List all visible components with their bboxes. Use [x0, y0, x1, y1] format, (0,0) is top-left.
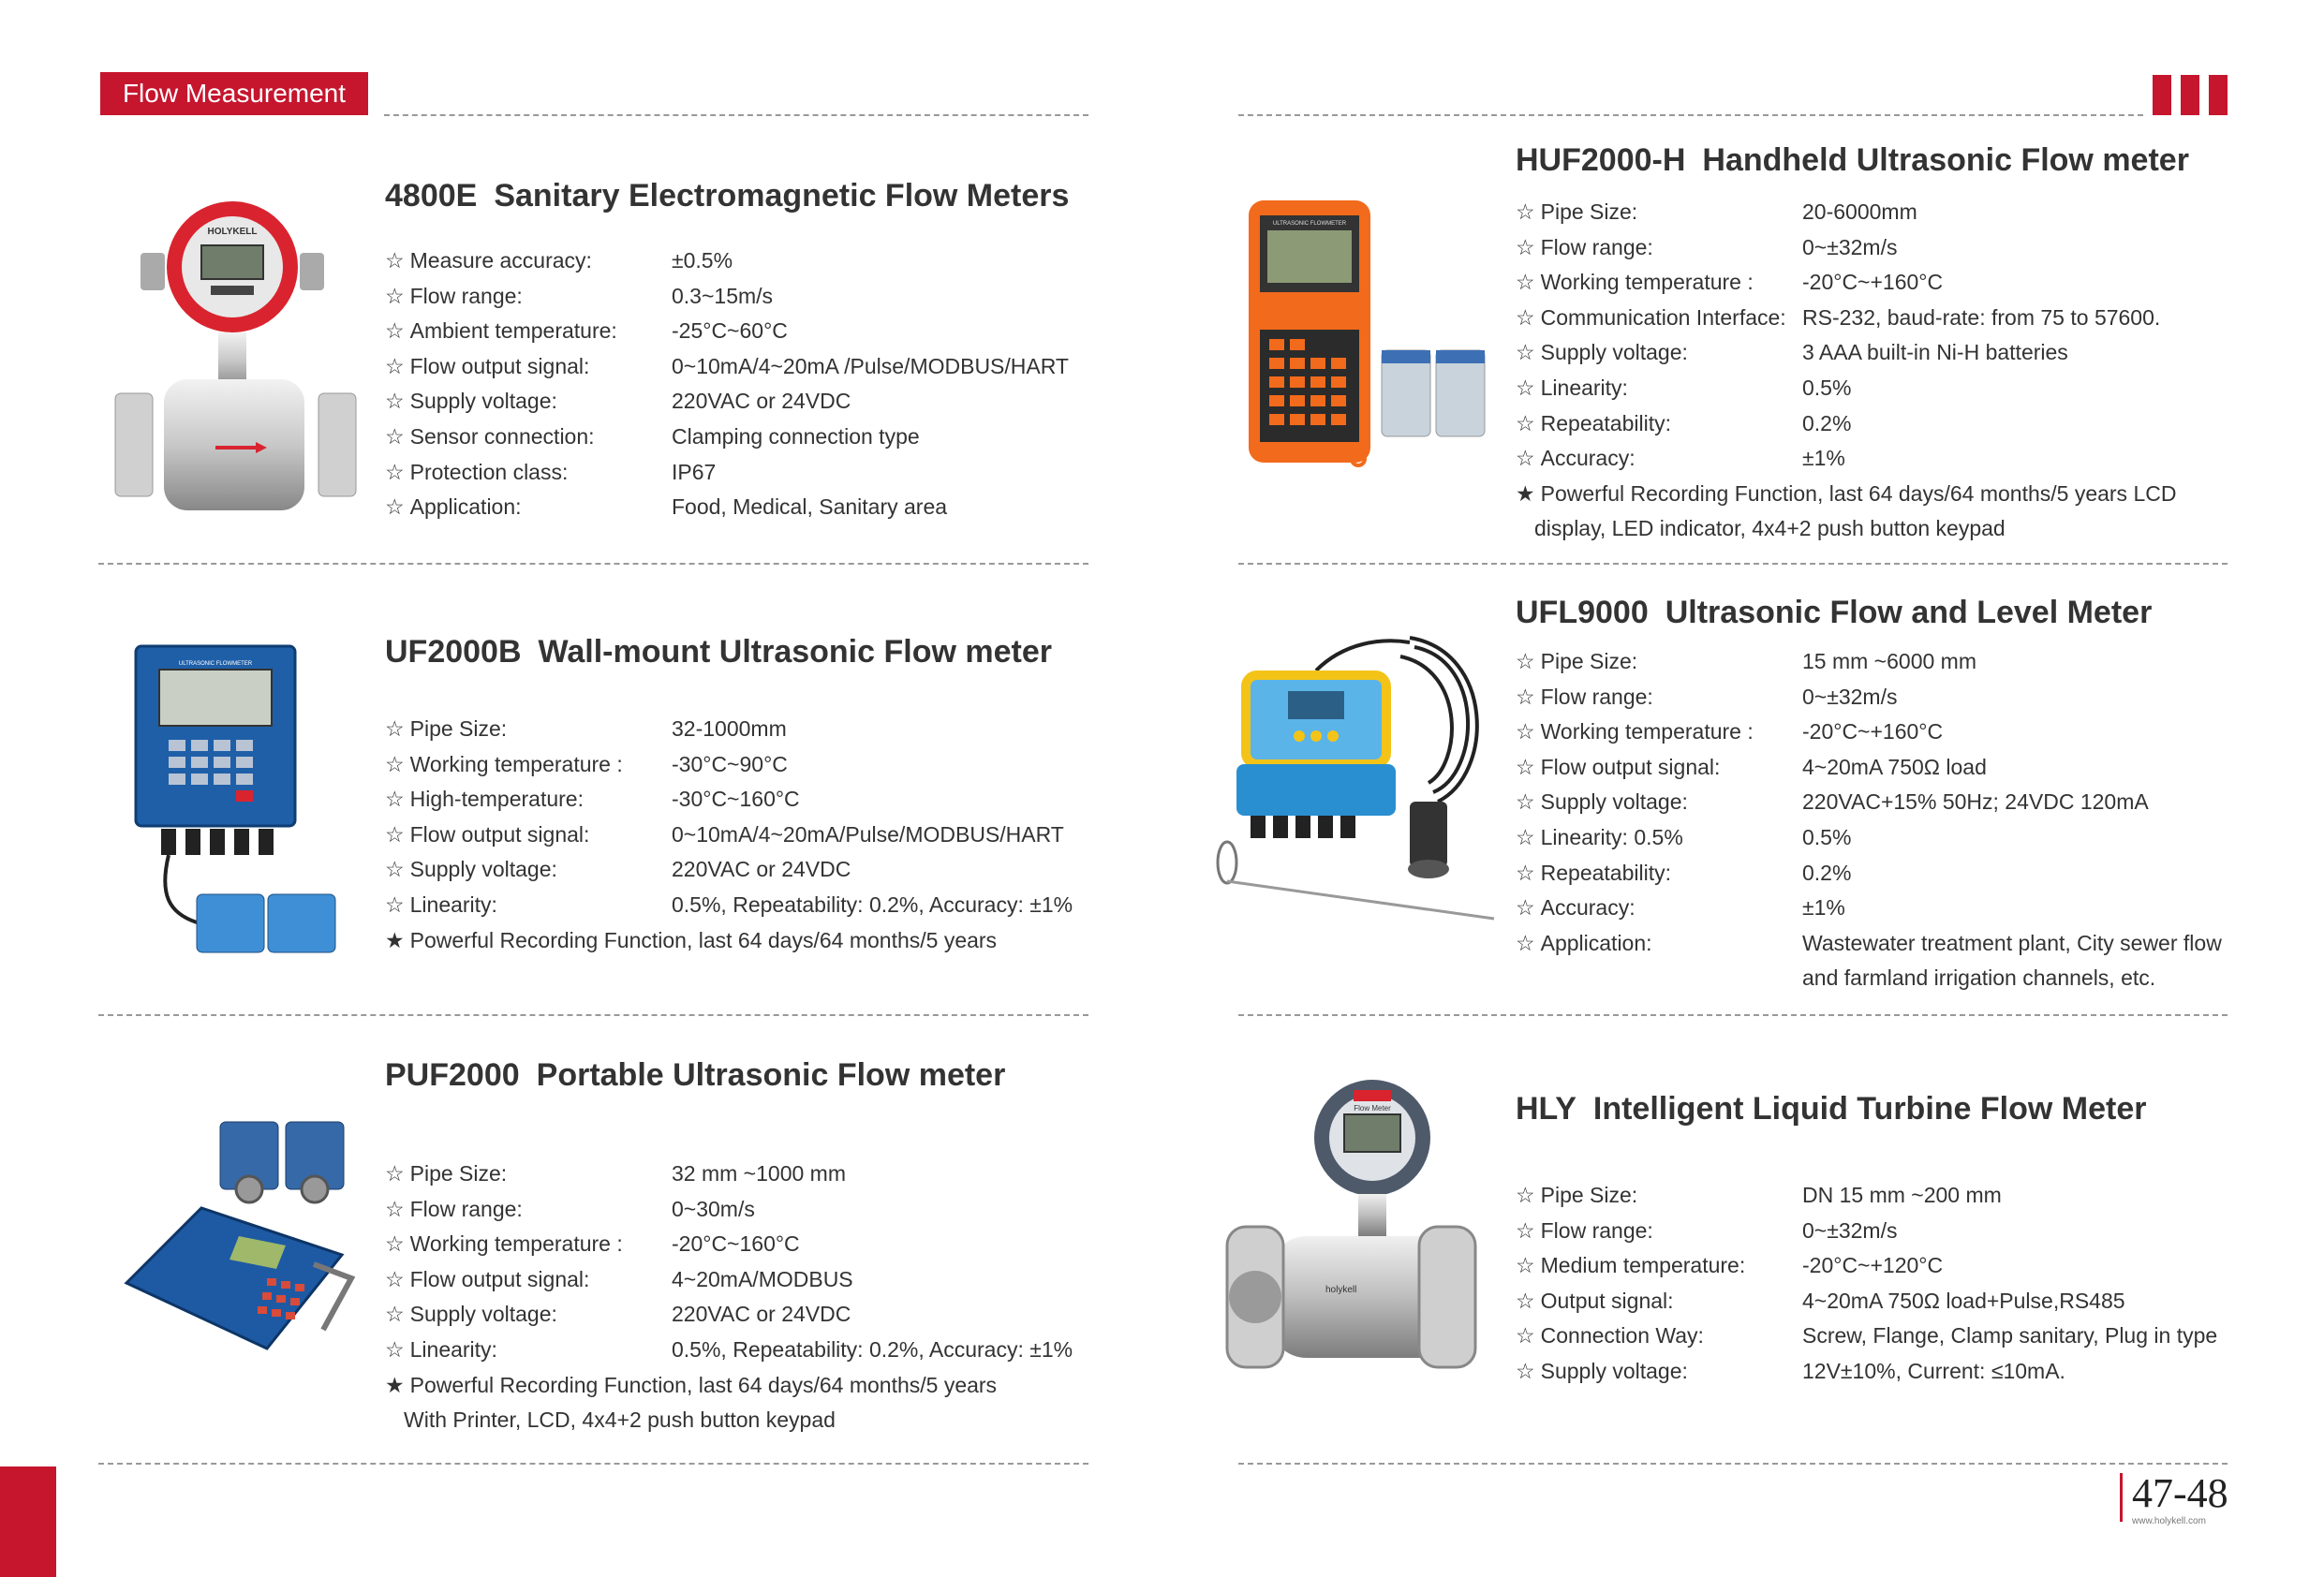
spec-label: ☆ Communication Interface: [1516, 301, 1802, 336]
spec-row [385, 243, 1069, 279]
section-tag: Flow Measurement [100, 72, 368, 115]
divider [1238, 1463, 2228, 1465]
page-number-text: 47-48 [2132, 1470, 2228, 1516]
divider [1238, 563, 2228, 565]
spec-label: ☆ Supply voltage: [1516, 1354, 1802, 1390]
spec-value: -25°C~60°C [672, 318, 788, 344]
spec-row [1516, 856, 2222, 892]
spec-label: ☆ Pipe Size: [1516, 195, 1802, 230]
spec-row [1516, 1248, 2217, 1284]
spec-value: -20°C~+160°C [1802, 719, 1944, 744]
spec-label: ☆ Ambient temperature: [385, 314, 672, 349]
spec-row [385, 747, 1073, 783]
spec-row [385, 712, 1073, 747]
spec-value: 20-6000mm [1802, 199, 1917, 224]
product-model: UFL9000 [1516, 595, 1649, 630]
meter-brand-label: HOLYKELL [207, 227, 258, 237]
spec-label: ☆ Medium temperature: [1516, 1248, 1802, 1284]
spec-label: ☆ Linearity: [385, 888, 672, 923]
note-text: ★ Powerful Recording Function, last 64 days/64 months/5 years [385, 923, 997, 959]
product-title [385, 634, 1052, 671]
spec-label: ☆ Supply voltage: [385, 1297, 672, 1333]
spec-value: 15 mm ~6000 mm [1802, 649, 1976, 673]
portable-flow-meter-image [117, 1114, 370, 1358]
spec-label: ☆ Repeatability: [1516, 856, 1802, 892]
hly-screen-label: Flow Meter [1354, 1104, 1391, 1113]
spec-note [1516, 477, 2176, 512]
spec-label: ☆ Supply voltage: [1516, 335, 1802, 371]
spec-value: 0.5% [1802, 375, 1852, 400]
spec-label: ☆ Supply voltage: [385, 852, 672, 888]
spec-value: 12V±10%, Current: ≤10mA. [1802, 1358, 2065, 1383]
spec-label: ☆ Pipe Size: [385, 1157, 672, 1192]
spec-label: ☆ Linearity: 0.5% [1516, 820, 1802, 856]
product-model: 4800E [385, 178, 478, 214]
brand-bars [2153, 75, 2228, 115]
spec-row [1516, 891, 2222, 926]
spec-label: ☆ Flow range: [1516, 680, 1802, 715]
spec-label: ☆ High-temperature: [385, 782, 672, 818]
spec-label: ☆ Flow range: [385, 279, 672, 315]
divider [384, 114, 1088, 116]
divider [98, 1463, 1088, 1465]
spec-row [385, 420, 1069, 455]
spec-label: ☆ Flow output signal: [1516, 750, 1802, 786]
spec-row [1516, 785, 2222, 820]
spec-value: 0~10mA/4~20mA /Pulse/MODBUS/HART [672, 353, 1069, 378]
product-name: Portable Ultrasonic Flow meter [536, 1057, 1006, 1093]
product-name: Sanitary Electromagnetic Flow Meters [494, 178, 1070, 214]
spec-value: 220VAC+15% 50Hz; 24VDC 120mA [1802, 789, 2149, 815]
spec-value: ±1% [1802, 895, 1845, 921]
product-name: Ultrasonic Flow and Level Meter [1665, 595, 2153, 630]
page-number [2120, 1470, 2228, 1526]
spec-row [385, 490, 1069, 525]
corner-accent [0, 1466, 56, 1577]
wall-mount-flow-meter-image [131, 641, 347, 965]
product-name: Intelligent Liquid Turbine Flow Meter [1592, 1091, 2147, 1127]
spec-row [385, 1297, 1073, 1333]
electromagnetic-flow-meter-image [108, 197, 365, 520]
spec-value: RS-232, baud-rate: from 75 to 57600. [1802, 304, 2161, 330]
spec-value: 0.5%, Repeatability: 0.2%, Accuracy: ±1% [672, 892, 1073, 917]
spec-row [1516, 820, 2222, 856]
spec-list [1516, 195, 2176, 547]
spec-value: -20°C~+120°C [1802, 1253, 1944, 1278]
spec-row [1516, 301, 2176, 336]
spec-row [1516, 750, 2222, 786]
spec-label: ☆ Repeatability: [1516, 406, 1802, 442]
spec-label: ☆ Output signal: [1516, 1284, 1802, 1319]
spec-row [385, 349, 1069, 385]
spec-value: -20°C~+160°C [1802, 270, 1944, 295]
spec-value: ±0.5% [672, 248, 733, 273]
spec-row [1516, 230, 2176, 266]
spec-row [1516, 715, 2222, 750]
spec-label: ☆ Flow range: [1516, 1214, 1802, 1249]
spec-list [385, 712, 1073, 958]
product-name: Wall-mount Ultrasonic Flow meter [538, 634, 1052, 670]
website-url: www.holykell.com [2132, 1516, 2206, 1526]
spec-value: 0~30m/s [672, 1196, 755, 1221]
spec-value: -30°C~160°C [672, 787, 800, 812]
spec-label: ☆ Flow output signal: [385, 818, 672, 853]
spec-row [1516, 926, 2222, 962]
product-model: HLY [1516, 1091, 1576, 1127]
spec-row [385, 1333, 1073, 1368]
spec-label: ☆ Connection Way: [1516, 1319, 1802, 1354]
spec-row [1516, 441, 2176, 477]
product-title [385, 1057, 1005, 1094]
spec-value: 4~20mA/MODBUS [672, 1266, 853, 1291]
spec-row [385, 1157, 1073, 1192]
spec-label: ☆ Flow output signal: [385, 349, 672, 385]
spec-label: ☆ Flow output signal: [385, 1262, 672, 1298]
hly-brand-label: holykell [1325, 1285, 1357, 1295]
divider [98, 563, 1088, 565]
spec-value: 0~±32m/s [1802, 234, 1898, 259]
spec-value: 220VAC or 24VDC [672, 857, 851, 882]
spec-label: ☆ Linearity: [385, 1333, 672, 1368]
spec-row [1516, 1319, 2217, 1354]
spec-label: ☆ Working temperature : [1516, 715, 1802, 750]
spec-value: IP67 [672, 459, 717, 484]
spec-label: ☆ Working temperature : [385, 1227, 672, 1262]
divider [1238, 1014, 2228, 1016]
product-title [385, 178, 1069, 214]
spec-row [1516, 1284, 2217, 1319]
spec-note [385, 1368, 1073, 1404]
spec-value: 220VAC or 24VDC [672, 1302, 851, 1327]
spec-row [385, 455, 1069, 491]
turbine-flow-meter-image [1218, 1077, 1480, 1405]
spec-label: ☆ Supply voltage: [1516, 785, 1802, 820]
product-model: HUF2000-H [1516, 142, 1686, 178]
spec-value: DN 15 mm ~200 mm [1802, 1183, 2002, 1207]
spec-row [385, 888, 1073, 923]
spec-value: Food, Medical, Sanitary area [672, 494, 948, 520]
spec-value: 32-1000mm [672, 716, 787, 741]
spec-list [1516, 644, 2222, 996]
product-title [1516, 1091, 2146, 1127]
spec-value: -30°C~90°C [672, 751, 788, 776]
spec-row [385, 1227, 1073, 1262]
spec-value: 3 AAA built-in Ni-H batteries [1802, 340, 2068, 365]
spec-value: 0~±32m/s [1802, 684, 1898, 709]
spec-row [1516, 265, 2176, 301]
spec-value: Clamping connection type [672, 423, 920, 449]
divider [1238, 114, 2143, 116]
product-title [1516, 142, 2189, 179]
uf-screen-label: ULTRASONIC FLOWMETER [178, 661, 253, 667]
spec-label: ☆ Working temperature : [1516, 265, 1802, 301]
spec-value: 220VAC or 24VDC [672, 389, 851, 414]
spec-value: 0.5% [1802, 824, 1852, 849]
spec-value: 0~10mA/4~20mA/Pulse/MODBUS/HART [672, 821, 1064, 847]
spec-label: ☆ Application: [385, 490, 672, 525]
product-title [1516, 595, 2152, 631]
spec-value: 0.2% [1802, 410, 1852, 435]
spec-value: 4~20mA 750Ω load+Pulse,RS485 [1802, 1288, 2125, 1313]
note-text: ★ Powerful Recording Function, last 64 days/64 months/5 years [385, 1368, 997, 1404]
spec-continuation: and farmland irrigation channels, etc. [1802, 965, 2156, 991]
note-continuation: display, LED indicator, 4x4+2 push button keypad [1534, 516, 2006, 541]
spec-value: ±1% [1802, 446, 1845, 471]
spec-row [385, 818, 1073, 853]
spec-value: 32 mm ~1000 mm [672, 1161, 846, 1186]
spec-label: ☆ Protection class: [385, 455, 672, 491]
spec-row [385, 852, 1073, 888]
spec-row [385, 279, 1069, 315]
spec-label: ☆ Measure accuracy: [385, 243, 672, 279]
spec-label: ☆ Accuracy: [1516, 441, 1802, 477]
spec-row [385, 1192, 1073, 1228]
spec-row [1516, 1214, 2217, 1249]
spec-label: ☆ Accuracy: [1516, 891, 1802, 926]
spec-label: ☆ Pipe Size: [385, 712, 672, 747]
spec-value: 0.5%, Repeatability: 0.2%, Accuracy: ±1% [672, 1336, 1073, 1362]
spec-row [1516, 371, 2176, 406]
spec-value: 0.2% [1802, 860, 1852, 885]
note-text: ★ Powerful Recording Function, last 64 days/64 months/5 years LCD [1516, 477, 2176, 512]
note-continuation: With Printer, LCD, 4x4+2 push button keypad [404, 1408, 836, 1433]
spec-label: ☆ Working temperature : [385, 747, 672, 783]
spec-label: ☆ Sensor connection: [385, 420, 672, 455]
product-model: UF2000B [385, 634, 522, 670]
spec-value: 0.3~15m/s [672, 283, 774, 308]
huf-screen-label: ULTRASONIC FLOWMETER [1272, 221, 1347, 227]
spec-label: ☆ Application: [1516, 926, 1802, 962]
spec-row [1516, 1178, 2217, 1214]
spec-row [1516, 644, 2222, 680]
spec-row [1516, 1354, 2217, 1390]
spec-list [1516, 1178, 2217, 1390]
flow-level-meter-image [1213, 633, 1503, 923]
spec-list [385, 243, 1069, 525]
spec-label: ☆ Pipe Size: [1516, 1178, 1802, 1214]
divider [98, 1014, 1088, 1016]
spec-value: Screw, Flange, Clamp sanitary, Plug in type [1802, 1323, 2218, 1349]
spec-value: Wastewater treatment plant, City sewer flow [1802, 930, 2222, 955]
spec-label: ☆ Supply voltage: [385, 384, 672, 420]
spec-row [1516, 406, 2176, 442]
spec-row [1516, 195, 2176, 230]
spec-label: ☆ Flow range: [1516, 230, 1802, 266]
spec-row [385, 384, 1069, 420]
spec-label: ☆ Linearity: [1516, 371, 1802, 406]
spec-note [385, 923, 1073, 959]
product-name: Handheld Ultrasonic Flow meter [1702, 142, 2189, 178]
spec-value: 4~20mA 750Ω load [1802, 754, 1987, 779]
spec-row [385, 314, 1069, 349]
spec-list [385, 1157, 1073, 1438]
spec-row [385, 1262, 1073, 1298]
spec-row [1516, 335, 2176, 371]
spec-row [1516, 680, 2222, 715]
spec-row [385, 782, 1073, 818]
handheld-flow-meter-image [1241, 199, 1494, 470]
spec-value: -20°C~160°C [672, 1231, 800, 1257]
product-model: PUF2000 [385, 1057, 520, 1093]
spec-label: ☆ Pipe Size: [1516, 644, 1802, 680]
spec-label: ☆ Flow range: [385, 1192, 672, 1228]
spec-value: 0~±32m/s [1802, 1217, 1898, 1243]
